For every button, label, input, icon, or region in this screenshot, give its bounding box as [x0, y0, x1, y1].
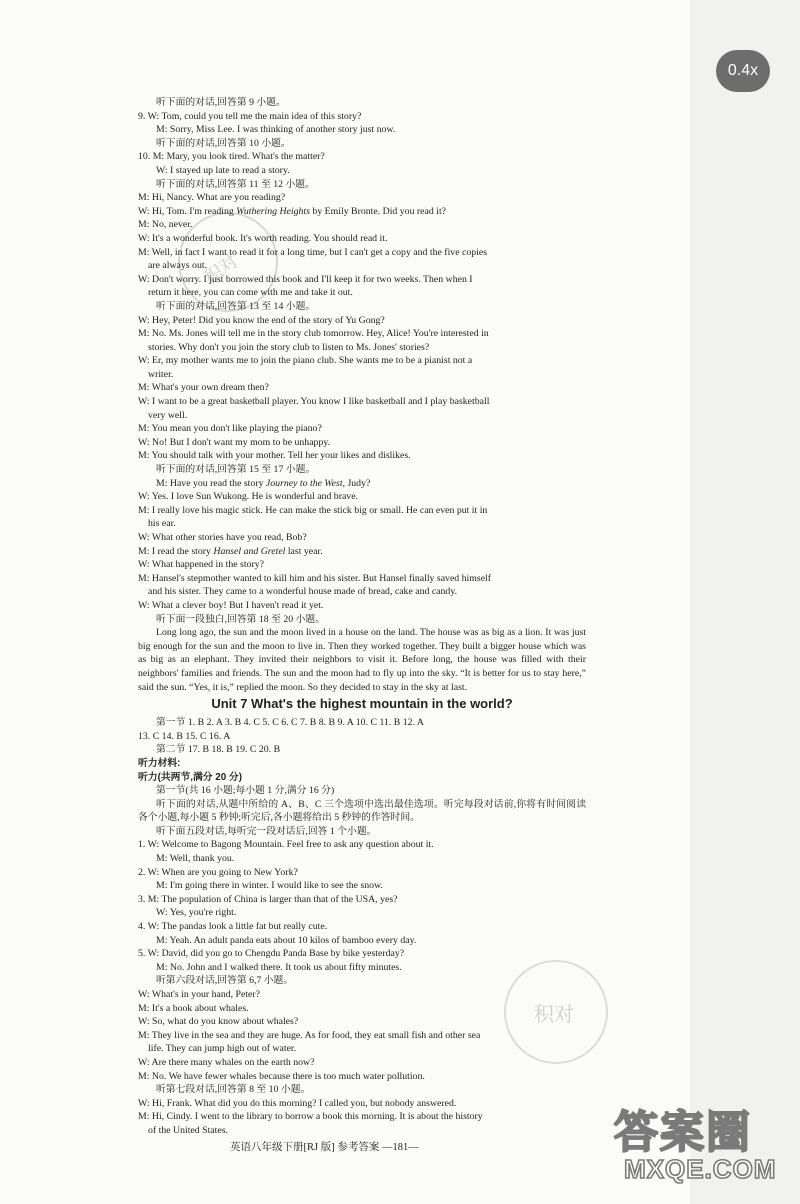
sub-heading: 第一节(共 16 小题;每小题 1 分,满分 16 分)	[156, 785, 335, 797]
dialogue-group-5	[138, 825, 586, 1138]
text-line: 听第六段对话,回答第 6,7 小题。	[156, 975, 294, 987]
text-line: 听下面的对话,回答第 11 至 12 小题。	[156, 178, 315, 190]
text-line: 4. W: The pandas look a little fat but really cute.	[138, 921, 328, 933]
text-line: M: What's your own dream then?	[138, 382, 269, 394]
text-line: 听下面五段对话,每听完一段对话后,回答 1 个小题。	[156, 825, 377, 837]
text-line: M: Hi, Cindy. I went to the library to borrow a book this morning. It is about the history	[138, 1111, 483, 1123]
text-line: 听下面的对话,回答第 9 小题。	[156, 97, 286, 108]
text-line: M: You should talk with your mother. Tell her your likes and dislikes.	[138, 450, 411, 462]
text-line: return it here, you can come with me and take it out.	[148, 287, 353, 299]
text-line: 5. W: David, did you go to Chengdu Panda Base by bike yesterday?	[138, 948, 405, 960]
text-line: 10. M: Mary, you look tired. What's the matter?	[138, 151, 325, 163]
text-line: 9. W: Tom, could you tell me the main idea of this story?	[138, 110, 362, 122]
text-line: writer.	[148, 368, 174, 380]
text-line: stories. Why don't you join the story club to listen to Ms. Jones' stories?	[148, 341, 430, 353]
text-line: W: Er, my mother wants me to join the piano club. She wants me to be a pianist not a	[138, 355, 473, 367]
text-line: 听下面的对话,回答第 13 至 14 小题。	[156, 300, 316, 312]
scan-margin	[690, 0, 800, 1204]
stamp-mark: 积对	[158, 192, 297, 331]
instruction-paragraph: 听下面的对话,从题中所给的 A、B、C 三个选项中选出最佳选项。听完每段对话前,你将有时间阅读各个小题,每小题 5 秒钟;听完后,各小题将给出 5 秒钟的作答时间。	[138, 798, 586, 824]
text-line-hansel: M: I read the story Hansel and Gretel last year.	[138, 545, 323, 557]
text-line: M: No. Ms. Jones will tell me in the story club tomorrow. Hey, Alice! You're interested in	[138, 328, 489, 340]
text-line: W: Hey, Peter! Did you know the end of the story of Yu Gong?	[138, 314, 385, 326]
text-line: W: Are there many whales on the earth now?	[138, 1056, 315, 1068]
dialogue-group-3	[138, 490, 586, 544]
text-line: 听下面一段独白,回答第 18 至 20 小题。	[156, 613, 325, 625]
text-line: W: What other stories have you read, Bob?	[138, 532, 307, 543]
section-heading: 听力(共两节,满分 20 分)	[138, 771, 242, 783]
text-line: M: You mean you don't like playing the piano?	[138, 423, 322, 435]
text-line: W: It's a wonderful book. It's worth reading. You should read it.	[138, 232, 388, 244]
text-line: are always out.	[148, 260, 208, 272]
text-line: M: They live in the sea and they are huge. As for food, they eat small fish and other sea	[138, 1029, 481, 1041]
text-line: W: Yes. I love Sun Wukong. He is wonderful and brave.	[138, 491, 359, 503]
text-line: W: So, what do you know about whales?	[138, 1016, 299, 1028]
text-line: M: Sorry, Miss Lee. I was thinking of another story just now.	[156, 124, 396, 136]
page-footer: 英语八年级下册[RJ 版] 参考答案 —181—	[230, 1142, 419, 1153]
stamp-mark-2: 积对	[504, 960, 608, 1064]
answer-key	[138, 716, 586, 757]
text-line: 第二节 17. B 18. B 19. C 20. B	[156, 744, 281, 756]
answer-text-block	[138, 96, 586, 1138]
text-line: W: No! But I don't want my mom to be unhappy.	[138, 436, 331, 448]
dialogue-group-4	[138, 558, 586, 626]
text-line: W: I stayed up late to read a story.	[156, 164, 290, 176]
text-line: 3. M: The population of China is larger than that of the USA, yes?	[138, 893, 398, 905]
story-paragraph: Long long ago, the sun and the moon lived in a house on the land. The house was as big as a lion. It was just big enough for the sun and the moon to live in. Then they worked together. They built a bigger house which was as big as an elephant. They invited their neighbors to visit it. Before long, the house was filled with their neighbors' families and friends. The sun and the moon had to fly up into the sky. “It is better for us to stay here,” said the sun. “Yes, it is,” replied the moon. So they decided to stay in the sky at last.	[138, 627, 586, 693]
text-line: 第一节 1. B 2. A 3. B 4. C 5. C 6. C 7. B 8. B 9. A 10. C 11. B 12. A	[156, 717, 425, 729]
unit-title: Unit 7 What's the highest mountain in the world?	[211, 696, 513, 712]
zoom-indicator[interactable]: 0.4x	[716, 50, 770, 92]
text-line: 听下面的对话,回答第 10 小题。	[156, 137, 291, 149]
text-line: 听下面的对话,回答第 15 至 17 小题。	[156, 464, 316, 476]
text-line: M: I'm going there in winter. I would like to see the snow.	[156, 880, 383, 892]
text-line: M: It's a book about whales.	[138, 1002, 249, 1014]
text-line: M: Yeah. An adult panda eats about 10 kilos of bamboo every day.	[156, 934, 417, 946]
dialogue-group-1	[138, 96, 586, 205]
text-line: 13. C 14. B 15. C 16. A	[138, 730, 231, 742]
text-line: M: No. John and I walked there. It took us about fifty minutes.	[156, 961, 402, 973]
text-line: M: Hi, Nancy. What are you reading?	[138, 192, 286, 204]
text-line: M: I really love his magic stick. He can make the stick big or small. He can even put it in	[138, 504, 488, 516]
text-line: M: Well, in fact I want to read it for a long time, but I can't get a copy and the five copies	[138, 246, 488, 258]
text-line: M: No. We have fewer whales because there is too much water pollution.	[138, 1070, 425, 1082]
text-line: of the United States.	[148, 1124, 228, 1136]
text-line: W: What happened in the story?	[138, 559, 264, 571]
text-line: 听第七段对话,回答第 8 至 10 小题。	[156, 1084, 311, 1096]
material-label: 听力材料:	[138, 757, 181, 769]
text-line: and his sister. They came to a wonderful house made of bread, cake and candy.	[148, 586, 458, 598]
text-line: W: I want to be a great basketball player. You know I like basketball and I play basketball	[138, 396, 490, 408]
watermark-logo: 答案圈 MXQE.COM	[614, 1108, 777, 1184]
text-line: life. They can jump high out of water.	[148, 1043, 297, 1055]
text-line: M: No, never.	[138, 219, 193, 231]
dialogue-group-2	[138, 218, 586, 476]
text-line: 2. W: When are you going to New York?	[138, 866, 298, 878]
text-line: very well.	[148, 409, 188, 421]
text-line: W: What's in your hand, Peter?	[138, 989, 261, 1000]
text-line: W: Don't worry. I just borrowed this book and I'll keep it for two weeks. Then when I	[138, 273, 473, 285]
text-line: 1. W: Welcome to Bagong Mountain. Feel free to ask any question about it.	[138, 839, 434, 851]
text-line-wuthering: W: Hi, Tom. I'm reading Wuthering Heights by Emily Bronte. Did you read it?	[138, 205, 447, 217]
text-line: his ear.	[148, 518, 176, 530]
text-line: W: What a clever boy! But I haven't read it yet.	[138, 599, 324, 611]
text-line-journey: M: Have you read the story Journey to the West, Judy?	[156, 477, 371, 489]
text-line: M: Hansel's stepmother wanted to kill him and his sister. But Hansel finally saved himself	[138, 572, 492, 584]
text-line: W: Hi, Frank. What did you do this morning? I called you, but nobody answered.	[138, 1097, 457, 1109]
text-line: M: Well, thank you.	[156, 853, 235, 865]
text-line: W: Yes, you're right.	[156, 907, 237, 919]
